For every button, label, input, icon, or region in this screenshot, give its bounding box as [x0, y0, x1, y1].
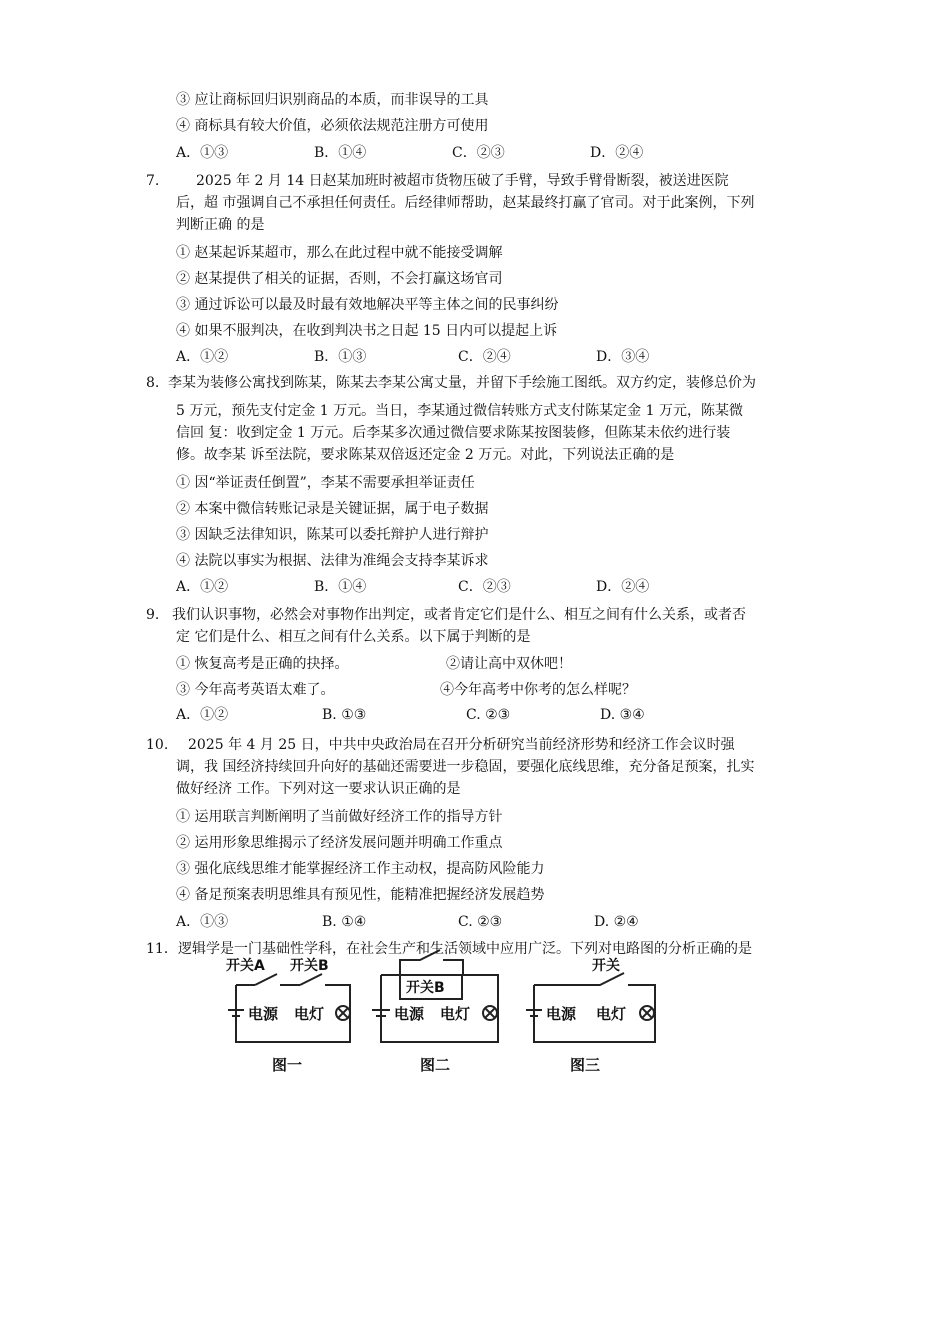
q6-option-d: D．②④ [590, 145, 644, 161]
q9-option-d: D. ③④ [600, 707, 645, 723]
q10-item-4: ④ 备足预案表明思维具有预见性，能精准把握经济发展趋势 [176, 887, 545, 903]
q10-number: 10. [146, 737, 169, 753]
q7-stem-line-2: 后，超 市强调自己不承担任何责任。后经律师帮助，赵某最终打赢了官司。对于此案例，下列 [176, 195, 755, 211]
q9-option-b: B. ①③ [322, 707, 367, 723]
fig1-power-label: 电源 [248, 1005, 279, 1023]
q6-option-b: B．①④ [314, 145, 367, 161]
q10-option-a: A．①③ [176, 914, 229, 930]
q9-item-3: ③ 今年高考英语太难了。 [176, 682, 335, 698]
q7-stem-line-1: 2025 年 2 月 14 日赵某加班时被超市货物压破了手臂，导致手臂骨断裂，被送进医院 [196, 173, 729, 189]
q9-item-4: ④今年高考中你考的怎么样呢？ [440, 682, 636, 698]
q9-item-1: ① 恢复高考是正确的抉择。 [176, 656, 349, 672]
q8-option-b: B．①④ [314, 579, 367, 595]
q10-stem-line-3: 做好经济 工作。下列对这一要求认识正确的是 [176, 781, 461, 797]
q11-stem: 逻辑学是一门基础性学科，在社会生产和生活领域中应用广泛。下列对电路图的分析正确的是 [178, 941, 752, 957]
q8-item-1: ① 因“举证责任倒置”，李某不需要承担举证责任 [176, 475, 475, 491]
q9-option-a: A．①② [176, 707, 229, 723]
q6-item-3: ③ 应让商标回归识别商品的本质，而非误导的工具 [176, 92, 489, 108]
fig3-lamp-label: 电灯 [596, 1005, 627, 1023]
q8-stem-line-4: 修。故李某 诉至法院，要求陈某双倍返还定金 2 万元。对此，下列说法正确的是 [176, 447, 675, 463]
q7-item-2: ② 赵某提供了相关的证据，否则，不会打赢这场官司 [176, 271, 503, 287]
fig1-switch-a-label: 开关A [226, 958, 265, 974]
q8-option-c: C．②③ [458, 579, 511, 595]
q9-option-c: C. ②③ [466, 707, 511, 723]
q11-number: 11． [146, 941, 178, 957]
q7-option-a: A．①② [176, 349, 229, 365]
fig3-caption: 图三 [570, 1056, 601, 1074]
q8-stem-line-2: 5 万元，预先支付定金 1 万元。当日，李某通过微信转账方式支付陈某定金 1 万元，陈某微 [176, 403, 743, 419]
circuit-figure-1 [228, 974, 350, 1042]
q8-option-d: D．②④ [596, 579, 650, 595]
q10-option-d: D. ②④ [594, 914, 639, 930]
fig2-caption: 图二 [420, 1056, 451, 1074]
q6-option-a: A．①③ [176, 145, 229, 161]
q10-option-b: B. ①④ [322, 914, 367, 930]
q8-item-3: ③ 因缺乏法律知识，陈某可以委托辩护人进行辩护 [176, 527, 489, 543]
q10-option-c: C. ②③ [458, 914, 503, 930]
q9-stem-line-2: 定 它们是什么、相互之间有什么关系。以下属于判断的是 [176, 629, 531, 645]
q7-stem-line-3: 判断正确 的是 [176, 217, 265, 233]
q9-item-2: ②请让高中双休吧！ [446, 656, 572, 672]
fig2-power-label: 电源 [394, 1005, 425, 1023]
fig3-switch-label: 开关 [592, 958, 620, 974]
q8-number: 8. [146, 375, 160, 391]
circuit-figure-2 [372, 950, 498, 1042]
q8-item-2: ② 本案中微信转账记录是关键证据，属于电子数据 [176, 501, 489, 517]
fig3-power-label: 电源 [546, 1005, 577, 1023]
q8-stem-line-1: 李某为装修公寓找到陈某，陈某去李某公寓丈量，并留下手绘施工图纸。双方约定，装修总价为 [168, 375, 756, 391]
q8-stem-line-3: 信回 复：收到定金 1 万元。后李某多次通过微信要求陈某按图装修，但陈某未依约进行装 [176, 425, 731, 441]
q10-item-2: ② 运用形象思维揭示了经济发展问题并明确工作重点 [176, 835, 503, 851]
fig1-caption: 图一 [272, 1056, 303, 1074]
q7-item-1: ① 赵某起诉某超市，那么在此过程中就不能接受调解 [176, 245, 503, 261]
q10-stem-line-1: 2025 年 4 月 25 日，中共中央政治局在召开分析研究当前经济形势和经济工作会议时强 [188, 737, 735, 753]
q8-option-a: A．①② [176, 579, 229, 595]
fig2-switch-b-label: 开关B [406, 980, 445, 996]
q7-number: 7. [146, 173, 160, 189]
q10-item-1: ① 运用联言判断阐明了当前做好经济工作的指导方针 [176, 809, 503, 825]
q7-item-4: ④ 如果不服判决，在收到判决书之日起 15 日内可以提起上诉 [176, 323, 558, 339]
q6-item-4: ④ 商标具有较大价值，必须依法规范注册方可使用 [176, 118, 489, 134]
q10-item-3: ③ 强化底线思维才能掌握经济工作主动权，提高防风险能力 [176, 861, 545, 877]
q9-number: 9. [146, 607, 160, 623]
fig2-lamp-label: 电灯 [440, 1005, 471, 1023]
fig1-switch-b-label: 开关B [290, 958, 329, 974]
q6-option-c: C．②③ [452, 145, 505, 161]
q7-item-3: ③ 通过诉讼可以最及时最有效地解决平等主体之间的民事纠纷 [176, 297, 559, 313]
q7-option-c: C．②④ [458, 349, 511, 365]
q7-option-d: D．③④ [596, 349, 650, 365]
q8-item-4: ④ 法院以事实为根据、法律为准绳会支持李某诉求 [176, 553, 489, 569]
fig1-lamp-label: 电灯 [294, 1005, 325, 1023]
q9-stem-line-1: 我们认识事物，必然会对事物作出判定，或者肯定它们是什么、相互之间有什么关系，或者否 [172, 607, 746, 623]
q10-stem-line-2: 调，我 国经济持续回升向好的基础还需要进一步稳固，要强化底线思维，充分备足预案，扎实 [176, 759, 755, 775]
q7-option-b: B．①③ [314, 349, 367, 365]
